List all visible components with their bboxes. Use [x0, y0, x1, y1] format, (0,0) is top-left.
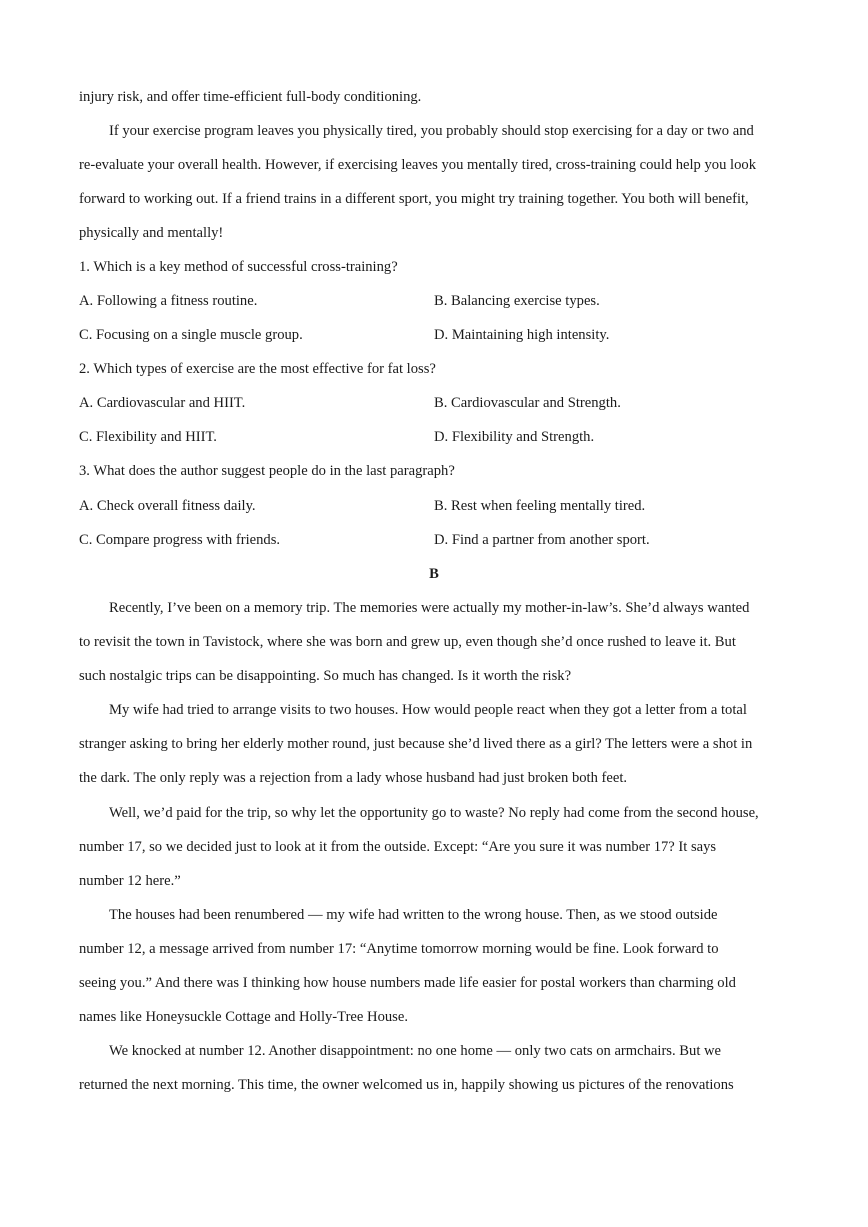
- passage-b-line: We knocked at number 12. Another disappointment: no one home — only two cats on armchairs. But we: [109, 1043, 722, 1059]
- answer-option: D. Find a partner from another sport.: [434, 532, 650, 548]
- answer-option: C. Compare progress with friends.: [79, 532, 281, 548]
- passage-b-line: Well, we’d paid for the trip, so why let the opportunity go to waste? No reply had come from the second house,: [109, 805, 759, 821]
- passage-a-line: re-evaluate your overall health. However, if exercising leaves you mentally tired, cross-training could help you look: [79, 157, 756, 173]
- answer-option: C. Flexibility and HIIT.: [79, 429, 217, 445]
- passage-b-line: number 12 here.”: [79, 873, 181, 889]
- passage-b-line: such nostalgic trips can be disappointing. So much has changed. Is it worth the risk?: [79, 668, 572, 684]
- answer-option: B. Cardiovascular and Strength.: [434, 395, 621, 411]
- answer-option: C. Focusing on a single muscle group.: [79, 327, 303, 343]
- passage-a-line: physically and mentally!: [79, 225, 224, 241]
- passage-a-line: injury risk, and offer time-efficient full-body conditioning.: [79, 89, 422, 105]
- passage-b-line: the dark. The only reply was a rejection from a lady whose husband had just broken both feet.: [79, 770, 628, 786]
- passage-a-line: forward to working out. If a friend trains in a different sport, you might try training together. You both will benefit,: [79, 191, 749, 207]
- answer-option: A. Check overall fitness daily.: [79, 498, 256, 514]
- question-stem: 2. Which types of exercise are the most effective for fat loss?: [79, 361, 436, 377]
- question-stem: 3. What does the author suggest people do in the last paragraph?: [79, 463, 455, 479]
- passage-b-line: returned the next morning. This time, the owner welcomed us in, happily showing us pictures of the renovations: [79, 1077, 734, 1093]
- answer-option: D. Maintaining high intensity.: [434, 327, 610, 343]
- question-stem: 1. Which is a key method of successful cross-training?: [79, 259, 398, 275]
- passage-b-line: seeing you.” And there was I thinking how house numbers made life easier for postal workers than charming old: [79, 975, 736, 991]
- passage-a-line: If your exercise program leaves you physically tired, you probably should stop exercising for a day or two and: [109, 123, 754, 139]
- answer-option: B. Rest when feeling mentally tired.: [434, 498, 646, 514]
- answer-option: D. Flexibility and Strength.: [434, 429, 595, 445]
- passage-b-line: Recently, I’ve been on a memory trip. The memories were actually my mother-in-law’s. She’d always wanted: [109, 600, 750, 616]
- answer-option: A. Following a fitness routine.: [79, 293, 258, 309]
- passage-b-line: My wife had tried to arrange visits to two houses. How would people react when they got a letter from a total: [109, 702, 747, 718]
- section-heading: B: [429, 566, 439, 582]
- passage-b-line: number 17, so we decided just to look at it from the outside. Except: “Are you sure it was number 17? It says: [79, 839, 717, 855]
- passage-b-line: stranger asking to bring her elderly mother round, just because she’d lived there as a girl? The letters were a shot in: [79, 736, 753, 752]
- passage-b-line: to revisit the town in Tavistock, where she was born and grew up, even though she’d once rushed to leave it. But: [79, 634, 736, 650]
- answer-option: B. Balancing exercise types.: [434, 293, 600, 309]
- answer-option: A. Cardiovascular and HIIT.: [79, 395, 246, 411]
- passage-b-line: names like Honeysuckle Cottage and Holly-Tree House.: [79, 1009, 408, 1025]
- passage-b-line: The houses had been renumbered — my wife had written to the wrong house. Then, as we stood outside: [109, 907, 718, 923]
- passage-b-line: number 12, a message arrived from number 17: “Anytime tomorrow morning would be fine. Look forward to: [79, 941, 719, 957]
